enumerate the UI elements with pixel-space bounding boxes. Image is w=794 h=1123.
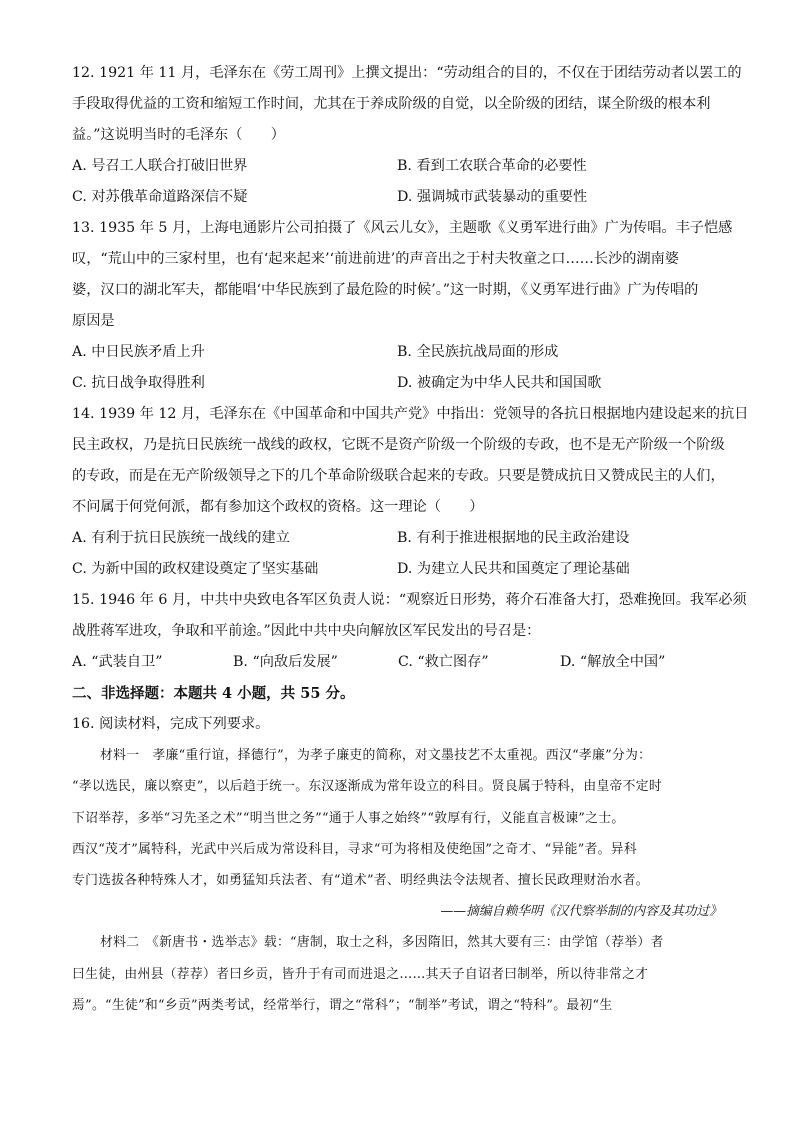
option-d: D. 被确定为中华人民共和国国歌	[397, 375, 602, 391]
section-heading: 二、非选择题：本题共 4 小题，共 55 分。	[72, 685, 355, 702]
question-12-stem-line: 手段取得优益的工资和缩短工作时间，尤其在于养成阶级的自觉，以全阶级的团结，谋全阶级的根本利	[72, 96, 711, 112]
exam-page	[72, 58, 749, 1021]
material-1-line: “孝以选民，廉以察吏”，以后趋于统一。东汉逐渐成为常年设立的科目。贤良属于特科，由皇帝不定时	[72, 779, 662, 795]
question-12	[72, 58, 742, 213]
option-c: C. 为新中国的政权建设奠定了坚实基础	[72, 561, 319, 577]
question-13-stem-line: 叹，“荒山中的三家村里，也有‘起来起来’‘前进前进’的声音出之于村夫牧童之口……长沙的湖南婆	[72, 251, 679, 267]
material-1-line: 下诏举荐，多举“习先圣之术”“明当世之务”“通于人事之始终”“敦厚有行，义能直言极谏”之士。	[72, 810, 625, 826]
option-a: A. 号召工人联合打破旧世界	[72, 158, 248, 174]
question-14	[72, 399, 749, 585]
question-13-options-row	[72, 368, 722, 399]
question-15	[72, 585, 747, 678]
option-d: D. “解放全中国”	[560, 654, 666, 670]
question-16	[72, 709, 722, 1021]
question-14-stem-line: 不问属于何党何派，都有参加这个政权的资格。这一理论（ ）	[72, 499, 484, 515]
question-13-stem-line: 原因是	[72, 313, 115, 329]
question-15-stem-line: 战胜蒋军进攻，争取和平前途。”因此中共中央向解放区军民发出的号召是：	[72, 623, 541, 639]
option-b: B. 全民族抗战局面的形成	[397, 344, 559, 360]
option-c: C. 对苏俄革命道路深信不疑	[72, 189, 248, 205]
option-b: B. “向敌后发展”	[233, 654, 338, 670]
question-12-options-row	[72, 151, 722, 182]
material-1-line: 专门选拔各种特殊人才，如勇猛知兵法者、有“道术”者、明经典法令法规者、擅长民政理财治水者。	[72, 873, 649, 889]
material-2-line: 材料二 《新唐书・选举志》载：“唐制，取士之科，多因隋旧，然其大要有三：由学馆（荐举）者	[100, 935, 664, 951]
question-12-options-row	[72, 182, 722, 213]
material-2	[72, 927, 722, 1021]
question-14-options-row	[72, 554, 722, 585]
question-13-options-row	[72, 337, 722, 368]
question-14-stem-line: 14. 1939 年 12 月，毛泽东在《中国革命和中国共产党》中指出：党领导的各抗日根据地内建设起来的抗日	[72, 406, 749, 422]
material-1-line: 材料一 孝廉“重行谊，择德行”，为孝子廉吏的简称，对文墨技艺不太重视。西汉“孝廉”分为：	[100, 748, 652, 763]
question-14-options-row	[72, 523, 722, 554]
option-b: B. 看到工农联合革命的必要性	[397, 158, 587, 174]
option-a: A. 有利于抗日民族统一战线的建立	[72, 530, 290, 546]
option-a: A. “武装自卫”	[72, 654, 163, 670]
option-d: D. 为建立人民共和国奠定了理论基础	[397, 561, 630, 577]
question-16-stem: 16. 阅读材料，完成下列要求。	[72, 716, 270, 732]
question-15-stem-line: 15. 1946 年 6 月，中共中央致电各军区负责人说：“观察近日形势，蒋介石准备大打，恐难挽回。我军必须	[72, 592, 747, 608]
question-12-stem-line: 益。”这说明当时的毛泽东（ ）	[72, 127, 285, 143]
option-a: A. 中日民族矛盾上升	[72, 344, 205, 360]
question-13-stem-line: 婆，汉口的湖北军夫，都能唱‘中华民族到了最危险的时候’。”这一时期，《义勇军进行曲》广为传唱的	[72, 282, 699, 298]
material-2-line: 曰生徒，由州县（荐荐）者曰乡贡，皆升于有司而进退之……其天子自诏者曰制举，所以待非常之才	[72, 966, 649, 982]
question-13	[72, 213, 733, 399]
option-b: B. 有利于推进根据地的民主政治建设	[397, 530, 630, 546]
option-d: D. 强调城市武装暴动的重要性	[397, 189, 588, 205]
material-1	[72, 740, 722, 896]
question-15-options-row	[72, 647, 722, 678]
material-2-line: 焉”。“生徒”和“乡贡”两类考试，经常举行，谓之“常科”；“制举”考试，谓之“特科”。最初“生	[72, 998, 613, 1014]
option-c: C. 抗日战争取得胜利	[72, 375, 205, 391]
question-12-stem-line: 12. 1921 年 11 月，毛泽东在《劳工周刊》上撰文提出：“劳动组合的目的，不仅在于团结劳动者以罢工的	[72, 65, 742, 81]
option-c: C. “救亡图存”	[398, 654, 489, 670]
question-14-stem-line: 的专政，而是在无产阶级领导之下的几个革命阶级联合起来的专政。只要是赞成抗日又赞成民主的人们，	[72, 468, 725, 484]
material-1-line: 西汉“茂才”属特科，光武中兴后成为常设科目，寻求“可为将相及使绝国”之奇才、“异能”者。异科	[72, 841, 637, 857]
question-13-stem-line: 13. 1935 年 5 月，上海电通影片公司拍摄了《风云儿女》，主题歌《义勇军进行曲》广为传唱。丰子恺感	[72, 220, 733, 236]
material-1-source: ——摘编自赖华明《汉代察举制的内容及其功过》	[440, 904, 722, 920]
question-14-stem-line: 民主政权，乃是抗日民族统一战线的政权，它既不是资产阶级一个阶级的专政，也不是无产阶级一个阶级	[72, 437, 725, 453]
